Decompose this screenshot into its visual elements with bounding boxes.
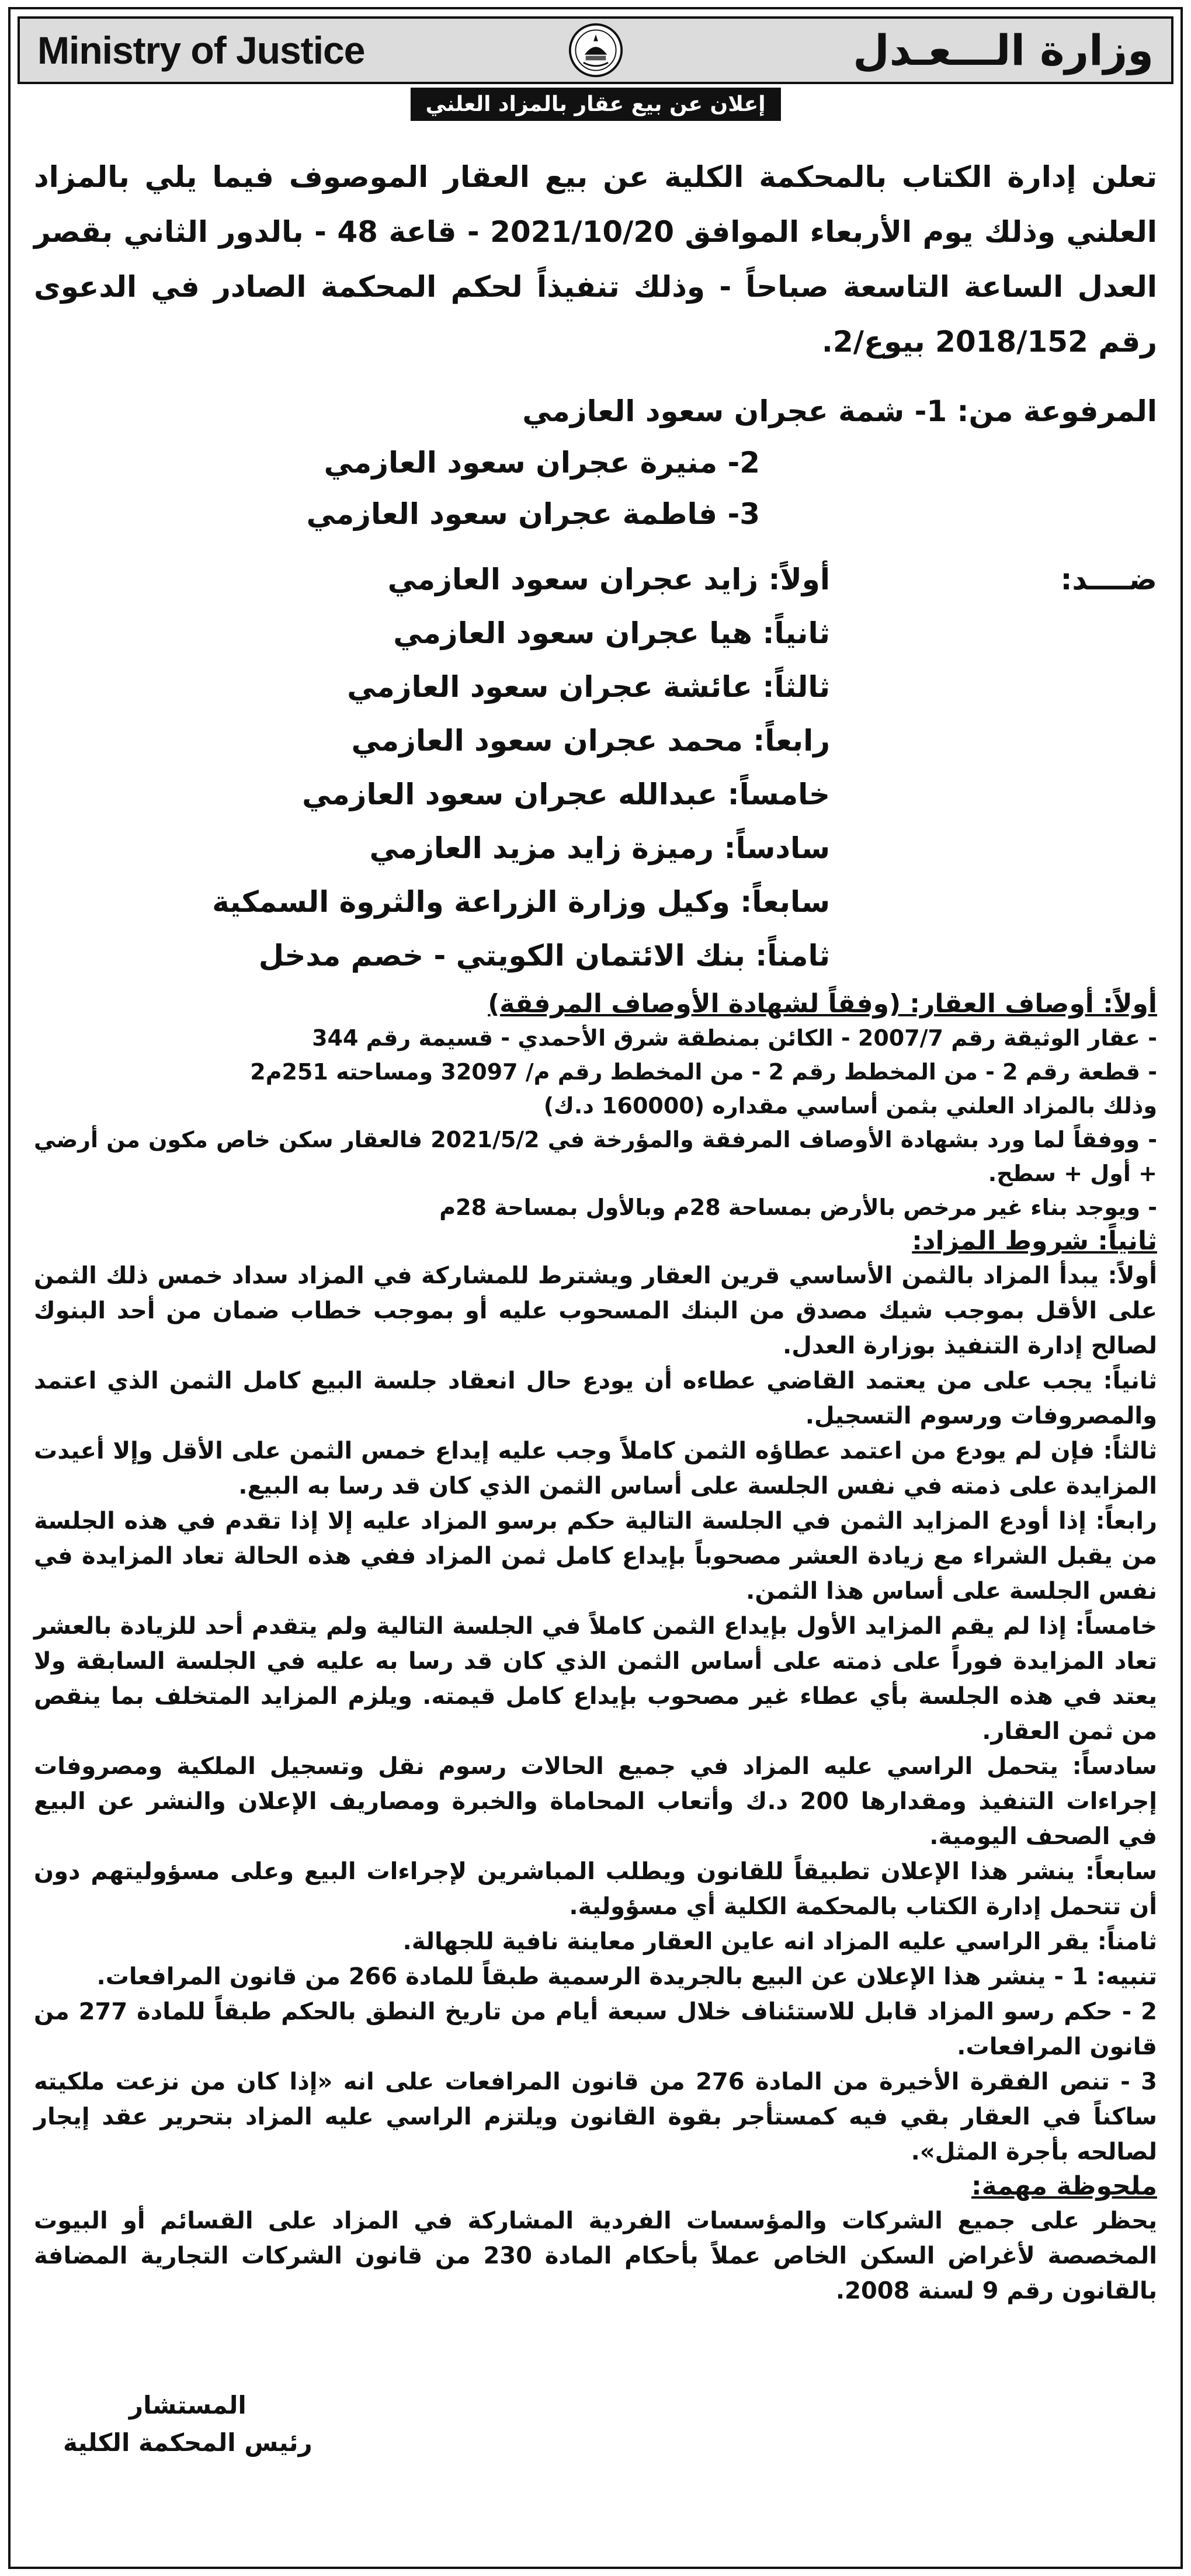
- defendants-list: [34, 553, 1157, 983]
- important-note-paragraph: يحظر على جميع الشركات والمؤسسات الفردية المشاركة في المزاد على القسائم أو البيوت المخصصة لأغراض السكن الخاص عملاً بأحكام المادة 230 من قانون الشركات التجارية المضافة بالقانون رقم 9 لسنة 2008.: [34, 2207, 1158, 2304]
- auction-terms-heading: ثانياً: شروط المزاد:: [912, 1226, 1157, 1256]
- announcement-body: [34, 150, 1157, 2308]
- auction-term-paragraph: أولاً: يبدأ المزاد بالثمن الأساسي قرين العقار ويشترط للمشاركة في المزاد سداد خمس ذلك الثمن على الأقل بموجب شيك مصدق من البنك المسحوب عليه أو بموجب خطاب ضمان من أحد البنوك لصالح إدارة التنفيذ بوزارة العدل.: [34, 1262, 1157, 1359]
- auction-term-paragraph: سادساً: يتحمل الراسي عليه المزاد في جميع الحالات رسوم نقل وتسجيل الملكية ومصروفات إجراءات التنفيذ ومقدارها 200 د.ك وأتعاب المحاماة والخبرة ومصاريف الإعلان والنشر عن البيع في الصحف اليومية.: [34, 1753, 1157, 1850]
- property-description-line: - قطعة رقم 2 - من المخطط رقم 2 - من المخطط رقم م/ 32097 ومساحته 251م2: [250, 1059, 1157, 1085]
- defendant-item: سادساً: رميزة زايد مزيد العازمي: [369, 831, 830, 865]
- defendant-item: سابعاً: وكيل وزارة الزراعة والثروة السمكية: [212, 885, 830, 919]
- intro-paragraph: تعلن إدارة الكتاب بالمحكمة الكلية عن بيع العقار الموصوف فيما يلي بالمزاد العلني وذلك يوم الأربعاء الموافق 2021/10/20 - قاعة 48 - بالدور الثاني بقصر العدل الساعة التاسعة صباحاً - وذلك تنفيذاً لحكم المحكمة الصادر في الدعوى رقم 2018/152 بيوع/2.: [34, 160, 1157, 359]
- auction-term-paragraph: ثامناً: يقر الراسي عليه المزاد انه عاين العقار معاينة نافية للجهالة.: [402, 1928, 1157, 1955]
- notice-paragraph: 3 - تنص الفقرة الأخيرة من المادة 276 من قانون المرافعات على انه «إذا كان من نزعت ملكيته ساكناً في العقار بقي فيه كمستأجر بقوة القانون ويلتزم الراسي عليه المزاد بتحرير عقد إيجار لصالحه بأجرة المثل».: [34, 2068, 1158, 2165]
- ministry-header: [18, 16, 1173, 84]
- defendants-label: ضــــد:: [1060, 563, 1157, 596]
- property-description-line: - ووفقاً لما ورد بشهادة الأوصاف المرفقة والمؤرخة في 2021/5/2 فالعقار سكن خاص مكون من أرضي + أول + سطح.: [34, 1127, 1157, 1186]
- plaintiffs-label: المرفوعة من: 1- شمة عجران سعود العازمي: [522, 394, 1157, 428]
- auction-term-paragraph: خامساً: إذا لم يقم المزايد الأول بإيداع الثمن كاملاً في الجلسة التالية ولم يتقدم أحد للزيادة بالعشر تعاد المزايدة فوراً على ذمته على أساس الثمن الذي كان قد رسا به عليه في الجلسة السابقة ولا يعتد في هذه الجلسة بأي عطاء غير مصحوب بإيداع كامل قيمته. ويلزم المزايد المتخلف بما ينقص من ثمن العقار.: [34, 1613, 1157, 1745]
- plaintiff-item: 3- فاطمة عجران سعود العازمي: [306, 497, 760, 531]
- property-description-line: وذلك بالمزاد العلني بثمن أساسي مقداره (160000 د.ك): [543, 1093, 1157, 1119]
- auction-term-paragraph: ثالثاً: فإن لم يودع من اعتمد عطاؤه الثمن كاملاً وجب عليه إيداع خمس الثمن على الأقل وإلا أعيدت المزايدة على ذمته في نفس الجلسة على أساس الثمن الذي كان قد رسا به البيع.: [34, 1438, 1157, 1499]
- notice-paragraph: تنبيه: 1 - ينشر هذا الإعلان عن البيع بالجريدة الرسمية طبقاً للمادة 266 من قانون المرافعات.: [96, 1963, 1157, 1990]
- announcement-page: [8, 7, 1183, 2569]
- auction-term-paragraph: رابعاً: إذا أودع المزايد الثمن في الجلسة التالية حكم برسو المزاد عليه إلا إذا تقدم في هذه الجلسة من يقبل الشراء مع زيادة العشر مصحوباً بإيداع كامل ثمن المزاد ففي هذه الحالة تعاد المزايدة في نفس الجلسة على أساس هذا الثمن.: [34, 1508, 1157, 1605]
- signature-position: رئيس المحكمة الكلية: [63, 2428, 312, 2457]
- important-note-heading: ملحوظة مهمة:: [971, 2171, 1157, 2201]
- kuwait-emblem-icon: [568, 22, 624, 78]
- header-title-en: Ministry of Justice: [37, 29, 365, 72]
- defendant-item: رابعاً: محمد عجران سعود العازمي: [351, 724, 830, 758]
- auction-term-paragraph: ثانياً: يجب على من يعتمد القاضي عطاءه أن يودع حال انعقاد جلسة البيع كامل الثمن الذي اعتمد والمصروفات ورسوم التسجيل.: [34, 1367, 1157, 1429]
- auction-term-paragraph: سابعاً: ينشر هذا الإعلان تطبيقاً للقانون ويطلب المباشرين لإجراءات البيع وعلى مسؤوليتهم دون أن تتحمل إدارة الكتاب بالمحكمة الكلية أي مسؤولية.: [34, 1858, 1157, 1920]
- announcement-subtitle: إعلان عن بيع عقار بالمزاد العلني: [410, 88, 780, 121]
- defendant-item: ثانياً: هيا عجران سعود العازمي: [393, 616, 830, 650]
- plaintiff-item: 2- منيرة عجران سعود العازمي: [324, 446, 760, 480]
- defendant-item: ثالثاً: عائشة عجران سعود العازمي: [347, 670, 830, 704]
- plaintiffs-block: [34, 386, 1157, 540]
- property-description-line: - ويوجد بناء غير مرخص بالأرض بمساحة 28م وبالأول بمساحة 28م: [439, 1195, 1157, 1220]
- property-description-line: - عقار الوثيقة رقم 2007/7 - الكائن بمنطقة شرق الأحمدي - قسيمة رقم 344: [312, 1025, 1157, 1051]
- signature-block: [63, 2387, 312, 2462]
- header-title-ar: وزارة الـــعـدل: [853, 26, 1154, 75]
- defendants-block: [34, 553, 1157, 983]
- defendant-item: ثامناً: بنك الائتمان الكويتي - خصم مدخل: [258, 939, 830, 973]
- signature-title: المستشار: [129, 2391, 246, 2419]
- defendant-item: خامساً: عبدالله عجران سعود العازمي: [302, 777, 830, 811]
- notice-paragraph: 2 - حكم رسو المزاد قابل للاستئناف خلال سبعة أيام من تاريخ النطق بالحكم طبقاً للمادة 277 من قانون المرافعات.: [34, 1998, 1157, 2060]
- property-description-heading: أولاً: أوصاف العقار: (وفقاً لشهادة الأوصاف المرفقة): [488, 989, 1157, 1019]
- defendant-item: أولاً: زايد عجران سعود العازمي: [387, 563, 830, 596]
